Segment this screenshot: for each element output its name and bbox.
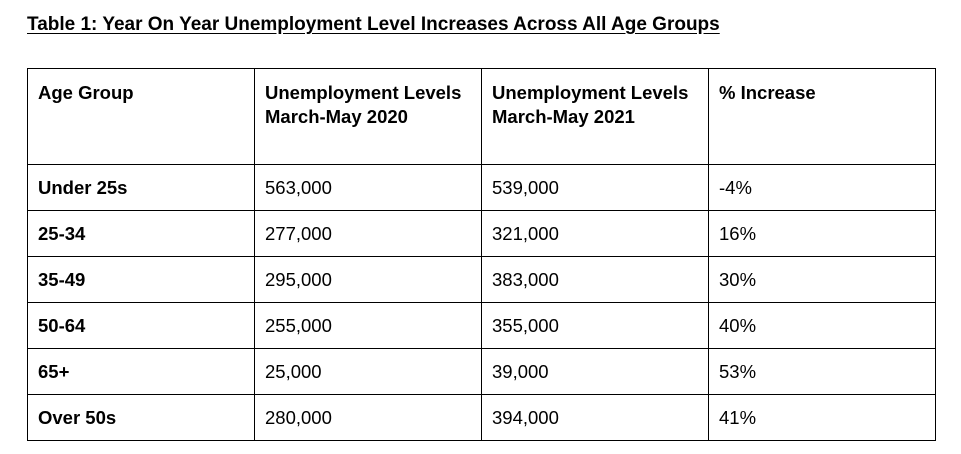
cell-levels-2020: 280,000 <box>255 395 482 441</box>
header-levels-2021: Unemployment Levels March-May 2021 <box>482 69 709 165</box>
cell-percent-increase: 16% <box>709 211 936 257</box>
cell-levels-2020: 25,000 <box>255 349 482 395</box>
cell-age-group: Under 25s <box>28 165 255 211</box>
table-row <box>28 211 936 257</box>
cell-age-group: 50-64 <box>28 303 255 349</box>
table-row <box>28 395 936 441</box>
cell-levels-2020: 255,000 <box>255 303 482 349</box>
table-row <box>28 165 936 211</box>
cell-levels-2020: 563,000 <box>255 165 482 211</box>
cell-levels-2021: 539,000 <box>482 165 709 211</box>
cell-levels-2021: 321,000 <box>482 211 709 257</box>
table-row <box>28 303 936 349</box>
cell-percent-increase: 40% <box>709 303 936 349</box>
table-row <box>28 257 936 303</box>
header-levels-2020: Unemployment Levels March-May 2020 <box>255 69 482 165</box>
table-header-row <box>28 69 936 165</box>
cell-levels-2021: 394,000 <box>482 395 709 441</box>
cell-levels-2021: 383,000 <box>482 257 709 303</box>
cell-age-group: 35-49 <box>28 257 255 303</box>
cell-percent-increase: -4% <box>709 165 936 211</box>
cell-age-group: Over 50s <box>28 395 255 441</box>
cell-levels-2021: 39,000 <box>482 349 709 395</box>
cell-age-group: 65+ <box>28 349 255 395</box>
table-title: Table 1: Year On Year Unemployment Level Increases Across All Age Groups <box>27 14 720 35</box>
cell-levels-2020: 277,000 <box>255 211 482 257</box>
header-percent-increase: % Increase <box>709 69 936 165</box>
table-row <box>28 349 936 395</box>
header-age-group: Age Group <box>28 69 255 165</box>
cell-age-group: 25-34 <box>28 211 255 257</box>
cell-percent-increase: 30% <box>709 257 936 303</box>
cell-levels-2020: 295,000 <box>255 257 482 303</box>
unemployment-table <box>27 68 936 441</box>
cell-percent-increase: 53% <box>709 349 936 395</box>
cell-percent-increase: 41% <box>709 395 936 441</box>
cell-levels-2021: 355,000 <box>482 303 709 349</box>
